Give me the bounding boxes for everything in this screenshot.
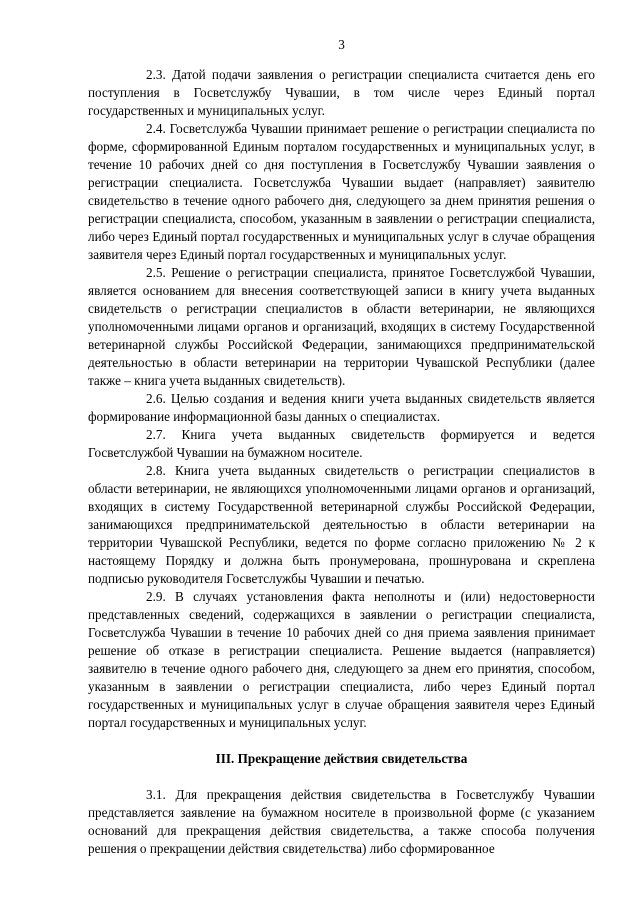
- paragraph-2-9: 2.9. В случаях установления факта неполноты и (или) недостоверности представленных сведений, содержащихся в заявлении о регистрации специалиста, Госветслужба Чувашии в течение 10 рабочих дней со дня приема заявления принимает решение об отказе в регистрации специалиста. Решение выдается (направляется) заявителю в течение одного рабочего дня, следующего за днем его принятия, способом, указанным в заявлении о регистрации специалиста, либо через Единый портал государственных и муниципальных услуг в случае обращения заявителя через Единый портал государственных и муниципальных услуг.: [88, 589, 595, 730]
- section-title: III. Прекращение действия свидетельства: [215, 751, 468, 766]
- paragraph-2-6: 2.6. Целью создания и ведения книги учета выданных свидетельств является формирование информационной базы данных о специалистах.: [88, 391, 595, 424]
- paragraph-2-5: 2.5. Решение о регистрации специалиста, принятое Госветслужбой Чувашии, является основанием для внесения соответствующей записи в книгу учета выданных свидетельств о регистрации специалистов в области ветеринарии, не являющихся уполномоченными лицами органов и организаций, входящих в систему Государственной ветеринарной службы Российской Федерации, занимающихся предпринимательской деятельностью в области ветеринарии на территории Чувашской Республики (далее также – книга учета выданных свидетельств).: [88, 265, 595, 388]
- paragraph-2-3: 2.3. Датой подачи заявления о регистрации специалиста считается день его поступления в Госветслужбу Чувашии, в том числе через Единый портал государственных и муниципальных услуг.: [88, 67, 595, 118]
- paragraph-2-7: 2.7. Книга учета выданных свидетельств формируется и ведется Госветслужбой Чувашии на бумажном носителе.: [88, 427, 595, 460]
- paragraph-3-1: 3.1. Для прекращения действия свидетельства в Госветслужбу Чувашии представляется заявление на бумажном носителе в произвольной форме (с указанием оснований для прекращения действия свидетельства, а также способа получения решения о прекращении действия свидетельства) либо сформированное: [88, 787, 595, 856]
- page-number: 3: [338, 37, 345, 52]
- paragraph-2-4: 2.4. Госветслужба Чувашии принимает решение о регистрации специалиста по форме, сформированной Единым порталом государственных и муниципальных услуг, в течение 10 рабочих дней со дня поступления в Госветслужбу Чувашии заявления о регистрации специалиста. Госветслужба Чувашии выдает (направляет) заявителю свидетельство в течение одного рабочего дня, следующего за днем принятия решения о регистрации специалиста, способом, указанным в заявлении о регистрации специалиста, либо через Единый портал государственных и муниципальных услуг в случае обращения заявителя через Единый портал государственных и муниципальных услуг.: [88, 121, 595, 262]
- paragraph-2-8: 2.8. Книга учета выданных свидетельств о регистрации специалистов в области ветеринарии, не являющихся уполномоченными лицами органов и организаций, входящих в систему Государственной ветеринарной службы Российской Федерации, занимающихся предпринимательской деятельностью в области ветеринарии на территории Чувашской Республики, ведется по форме согласно приложению № 2 к настоящему Порядку и должна быть пронумерована, прошнурована и скреплена подписью руководителя Госветслужбы Чувашии и печатью.: [88, 463, 595, 586]
